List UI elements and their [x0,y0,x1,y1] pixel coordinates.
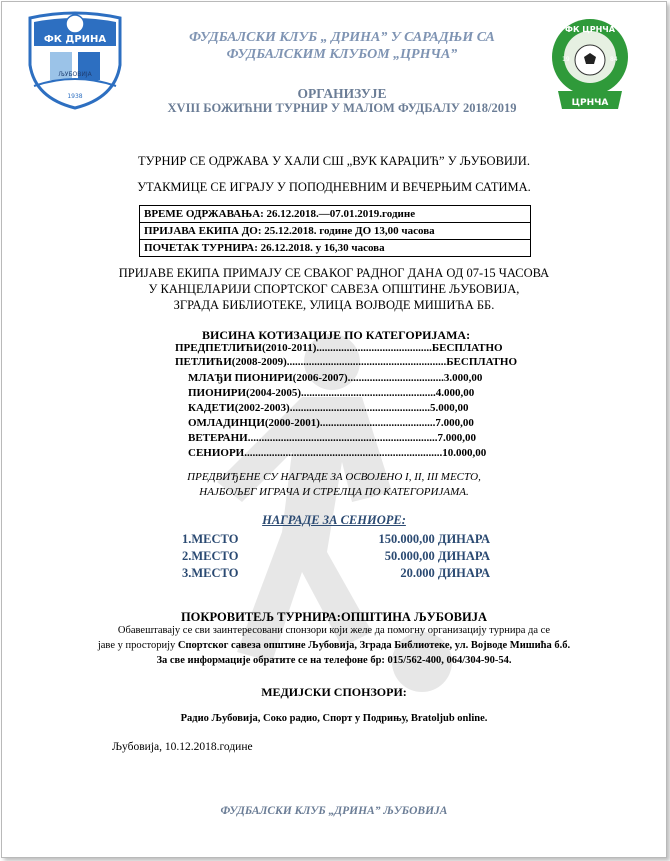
prize-amount-3: 20.000 ДИНАРА [400,566,490,580]
prize-place-3: 3.МЕСТО [182,566,239,580]
fee-row: СЕНИОРИ........................................................................10.000,00 [188,447,487,459]
sponsor-line-2-bold: Спортског савеза општине Љубовија, Зграда Библиотеке, ул. Војводе Мишића б.б. [177,640,571,651]
sponsor-contact: За све информације обратите се на телефоне бр: 015/562-400, 064/304-90-54. [156,655,512,666]
awards-note-2: НАЈБОЉЕГ ИГРАЧА И СТРЕЛЦА ПО КАТЕГОРИЈАМА. [199,486,469,498]
date-place: Љубовија, 10.12.2018.године [112,741,253,753]
fee-row: ПРЕДПЕТЛИЋИ(2010-2011)..........................................БЕСПЛАТНО [175,342,503,354]
fee-row: ПИОНИРИ(2004-2005).................................................4.000,00 [188,387,475,399]
prizes-title: НАГРАДЕ ЗА СЕНИОРЕ: [262,513,406,527]
intro-venue: ТУРНИР СЕ ОДРЖАВА У ХАЛИ СШ „ВУК КАРАЏИЋ” У ЉУБОВИЈИ. [138,154,530,168]
footer-club-name: ФУДБАЛСКИ КЛУБ „ДРИНА” ЉУБОВИЈА [220,805,448,817]
fk-drina-logo [20,10,130,110]
svg-text:1938: 1938 [67,93,83,100]
tournament-title: XVIII БОЖИЋНИ ТУРНИР У МАЛОМ ФУДБАЛУ 2018/2019 [167,101,517,115]
sponsor-line-1: Обавештавају се сви заинтересовани спонзори који желе да помогну организацију турнира да се [117,625,551,636]
info-box [139,205,531,257]
applications-line-3: ЗГРАДА БИБЛИОТЕКЕ, УЛИЦА ВОЈВОДЕ МИШИЋА ББ. [173,298,495,312]
svg-text:19: 19 [562,56,570,63]
prize-amount-1: 150.000,00 ДИНАРА [378,532,490,546]
fee-row: ОМЛАДИНЦИ(2000-2001)..........................................7.000,00 [188,417,474,429]
sponsor-line-2-plain: јаве у просторију [97,640,178,651]
header-line-2: ФУДБАЛСКИМ КЛУБОМ „ЦРНЧА” [226,47,458,62]
svg-text:ФК ДРИНА: ФК ДРИНА [43,34,107,45]
fee-row: ВЕТЕРАНИ.....................................................................7.000,00 [188,432,476,444]
sponsor-line-2 [2,640,666,651]
fees-title: ВИСИНА КОТИЗАЦИЈЕ ПО КАТЕГОРИЈАМА: [202,328,471,342]
media-list: Радио Љубовија, Соко радио, Спорт у Подрињу, Bratoljub online. [180,713,488,724]
info-registration: ПРИЈАВА ЕКИПА ДО: 25.12.2018. године ДО 13,00 часова [140,223,531,240]
svg-text:ЦРНЧА: ЦРНЧА [571,98,609,108]
svg-text:84: 84 [610,56,618,63]
applications-line-1: ПРИЈАВЕ ЕКИПА ПРИМАЈУ СЕ СВАКОГ РАДНОГ ДАНА ОД 07-15 ЧАСОВА [118,266,550,280]
applications-line-2: У КАНЦЕЛАРИЈИ СПОРТСКОГ САВЕЗА ОПШТИНЕ ЉУБОВИЈА, [148,282,520,296]
awards-note-1: ПРЕДВИЂЕНЕ СУ НАГРАДЕ ЗА ОСВОЈЕНО I, II, III МЕСТО, [187,471,481,483]
header-line-1: ФУДБАЛСКИ КЛУБ „ ДРИНА” У САРАДЊИ СА [189,30,495,45]
fee-row: ПЕТЛИЋИ(2008-2009)..........................................................БЕСПЛАТНО [175,356,518,368]
organizes-label: ОРГАНИЗУЈЕ [297,86,387,101]
prize-place-1: 1.МЕСТО [182,532,239,546]
info-start: ПОЧЕТАК ТУРНИРА: 26.12.2018. у 16,30 часова [140,240,531,257]
sponsor-title: ПОКРОВИТЕЉ ТУРНИРА:ОПШТИНА ЉУБОВИЈА [180,610,488,624]
media-title: МЕДИЈСКИ СПОНЗОРИ: [261,685,407,699]
svg-text:ФК ЦРНЧА: ФК ЦРНЧА [565,25,615,34]
prize-place-2: 2.МЕСТО [182,549,239,563]
document-page [1,1,667,858]
info-dates: ВРЕМЕ ОДРЖАВАЊА: 26.12.2018.—07.01.2019.године [140,206,531,223]
svg-text:ЉУБОВИЈА: ЉУБОВИЈА [58,71,92,78]
fee-row: КАДЕТИ(2002-2003)...................................................5.000,00 [188,402,469,414]
prize-amount-2: 50.000,00 ДИНАРА [384,549,490,563]
fee-row: МЛАЂИ ПИОНИРИ(2006-2007)...................................3.000,00 [188,372,483,384]
intro-schedule: УТАКМИЦЕ СЕ ИГРАЈУ У ПОПОДНЕВНИМ И ВЕЧЕРЊИМ САТИМА. [137,180,531,194]
